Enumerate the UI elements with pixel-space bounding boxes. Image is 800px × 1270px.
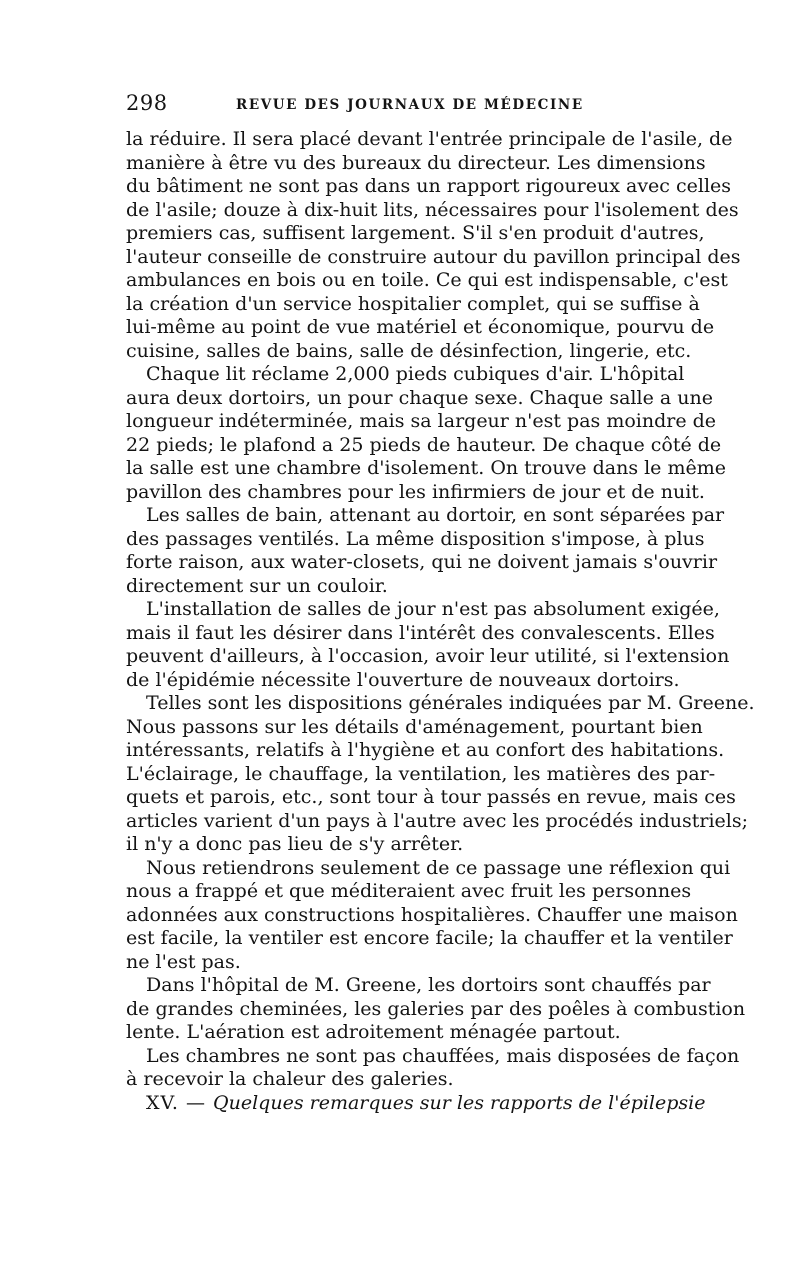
text-line: adonnées aux constructions hospitalières. Chauffer une maison [126, 903, 738, 926]
text-line: Nous passons sur les détails d'aménagement, pourtant bien [126, 715, 703, 738]
paragraph [126, 692, 755, 857]
text-line: il n'y a donc pas lieu de s'y arrêter. [126, 833, 464, 855]
text-line: nous a frappé et que méditeraient avec fruit les personnes [126, 880, 692, 902]
text-line: de l'asile; douze à dix-huit lits, nécessaires pour l'isolement des [126, 198, 739, 221]
text-line: quets et parois, etc., sont tour à tour passés en revue, mais ces [126, 786, 736, 808]
section-heading [126, 1091, 706, 1116]
page-header [126, 91, 676, 121]
text-line: Les chambres ne sont pas chauffées, mais disposées de façon [146, 1044, 740, 1067]
paragraph [126, 856, 738, 975]
text-line: manière à être vu des bureaux du directeur. Les dimensions [126, 151, 706, 174]
text-line: la création d'un service hospitalier complet, qui se suffise à [126, 292, 700, 315]
paragraph [126, 128, 741, 363]
text-line: aura deux dortoirs, un pour chaque sexe. Chaque salle a une [126, 386, 713, 409]
body-text [126, 128, 755, 1115]
running-title: REVUE DES JOURNAUX DE MÉDECINE [236, 97, 584, 113]
text-line: lui-même au point de vue matériel et économique, pourvu de [126, 316, 715, 338]
section-title: Quelques remarques sur les rapports de l'épilepsie [213, 1091, 706, 1114]
text-line: Nous retiendrons seulement de ce passage une réflexion qui [146, 856, 731, 879]
text-line: longueur indéterminée, mais sa largeur n'est pas moindre de [126, 410, 717, 432]
text-line: cuisine, salles de bains, salle de désinfection, lingerie, etc. [126, 339, 692, 362]
section-number: XV. — [146, 1091, 214, 1114]
text-line: forte raison, aux water-closets, qui ne doivent jamais s'ouvrir [126, 551, 718, 573]
text-line: peuvent d'ailleurs, à l'occasion, avoir leur utilité, si l'extension [126, 645, 730, 667]
paragraph [126, 504, 725, 598]
text-line: 22 pieds; le plafond a 25 pieds de hauteur. De chaque côté de [126, 433, 722, 456]
text-line: L'installation de salles de jour n'est pas absolument exigée, [146, 598, 720, 620]
text-line: Telles sont les dispositions générales indiquées par M. Greene. [146, 692, 755, 714]
text-line: Chaque lit réclame 2,000 pieds cubiques d'air. L'hôpital [146, 363, 685, 385]
text-line: intéressants, relatifs à l'hygiène et au confort des habitations. [126, 739, 725, 761]
text-line: à recevoir la chaleur des galeries. [126, 1068, 454, 1090]
text-line: l'auteur conseille de construire autour du pavillon principal des [126, 245, 741, 268]
text-line: Les salles de bain, attenant au dortoir, en sont séparées par [146, 504, 725, 526]
text-line: de grandes cheminées, les galeries par des poêles à combustion [126, 997, 746, 1020]
paragraph [126, 1044, 740, 1092]
text-line: du bâtiment ne sont pas dans un rapport rigoureux avec celles [126, 175, 732, 197]
text-line: de l'épidémie nécessite l'ouverture de nouveaux dortoirs. [126, 668, 680, 691]
paragraph [126, 974, 746, 1045]
text-line: est facile, la ventiler est encore facile; la chauffer et la ventiler [126, 927, 733, 949]
text-line: la réduire. Il sera placé devant l'entrée principale de l'asile, de [126, 128, 733, 150]
paragraph [126, 363, 726, 504]
text-line: des passages ventilés. La même disposition s'impose, à plus [126, 527, 705, 550]
text-line: ambulances en bois ou en toile. Ce qui est indispensable, c'est [126, 269, 728, 291]
text-line: lente. L'aération est adroitement ménagée partout. [126, 1021, 621, 1043]
text-line: pavillon des chambres pour les infirmiers de jour et de nuit. [126, 480, 705, 503]
text-line: articles varient d'un pays à l'autre avec les procédés industriels; [126, 809, 748, 832]
paragraph [126, 598, 730, 692]
text-line: premiers cas, suffisent largement. S'il s'en produit d'autres, [126, 222, 705, 244]
text-line: ne l'est pas. [126, 950, 241, 973]
text-line: directement sur un couloir. [126, 574, 388, 597]
text-line: L'éclairage, le chauffage, la ventilation, les matières des par- [126, 762, 716, 785]
page-number: 298 [126, 91, 168, 115]
text-line: Dans l'hôpital de M. Greene, les dortoirs sont chauffés par [146, 974, 711, 996]
text-line: mais il faut les désirer dans l'intérêt des convalescents. Elles [126, 621, 715, 644]
text-line: la salle est une chambre d'isolement. On trouve dans le même [126, 457, 726, 479]
